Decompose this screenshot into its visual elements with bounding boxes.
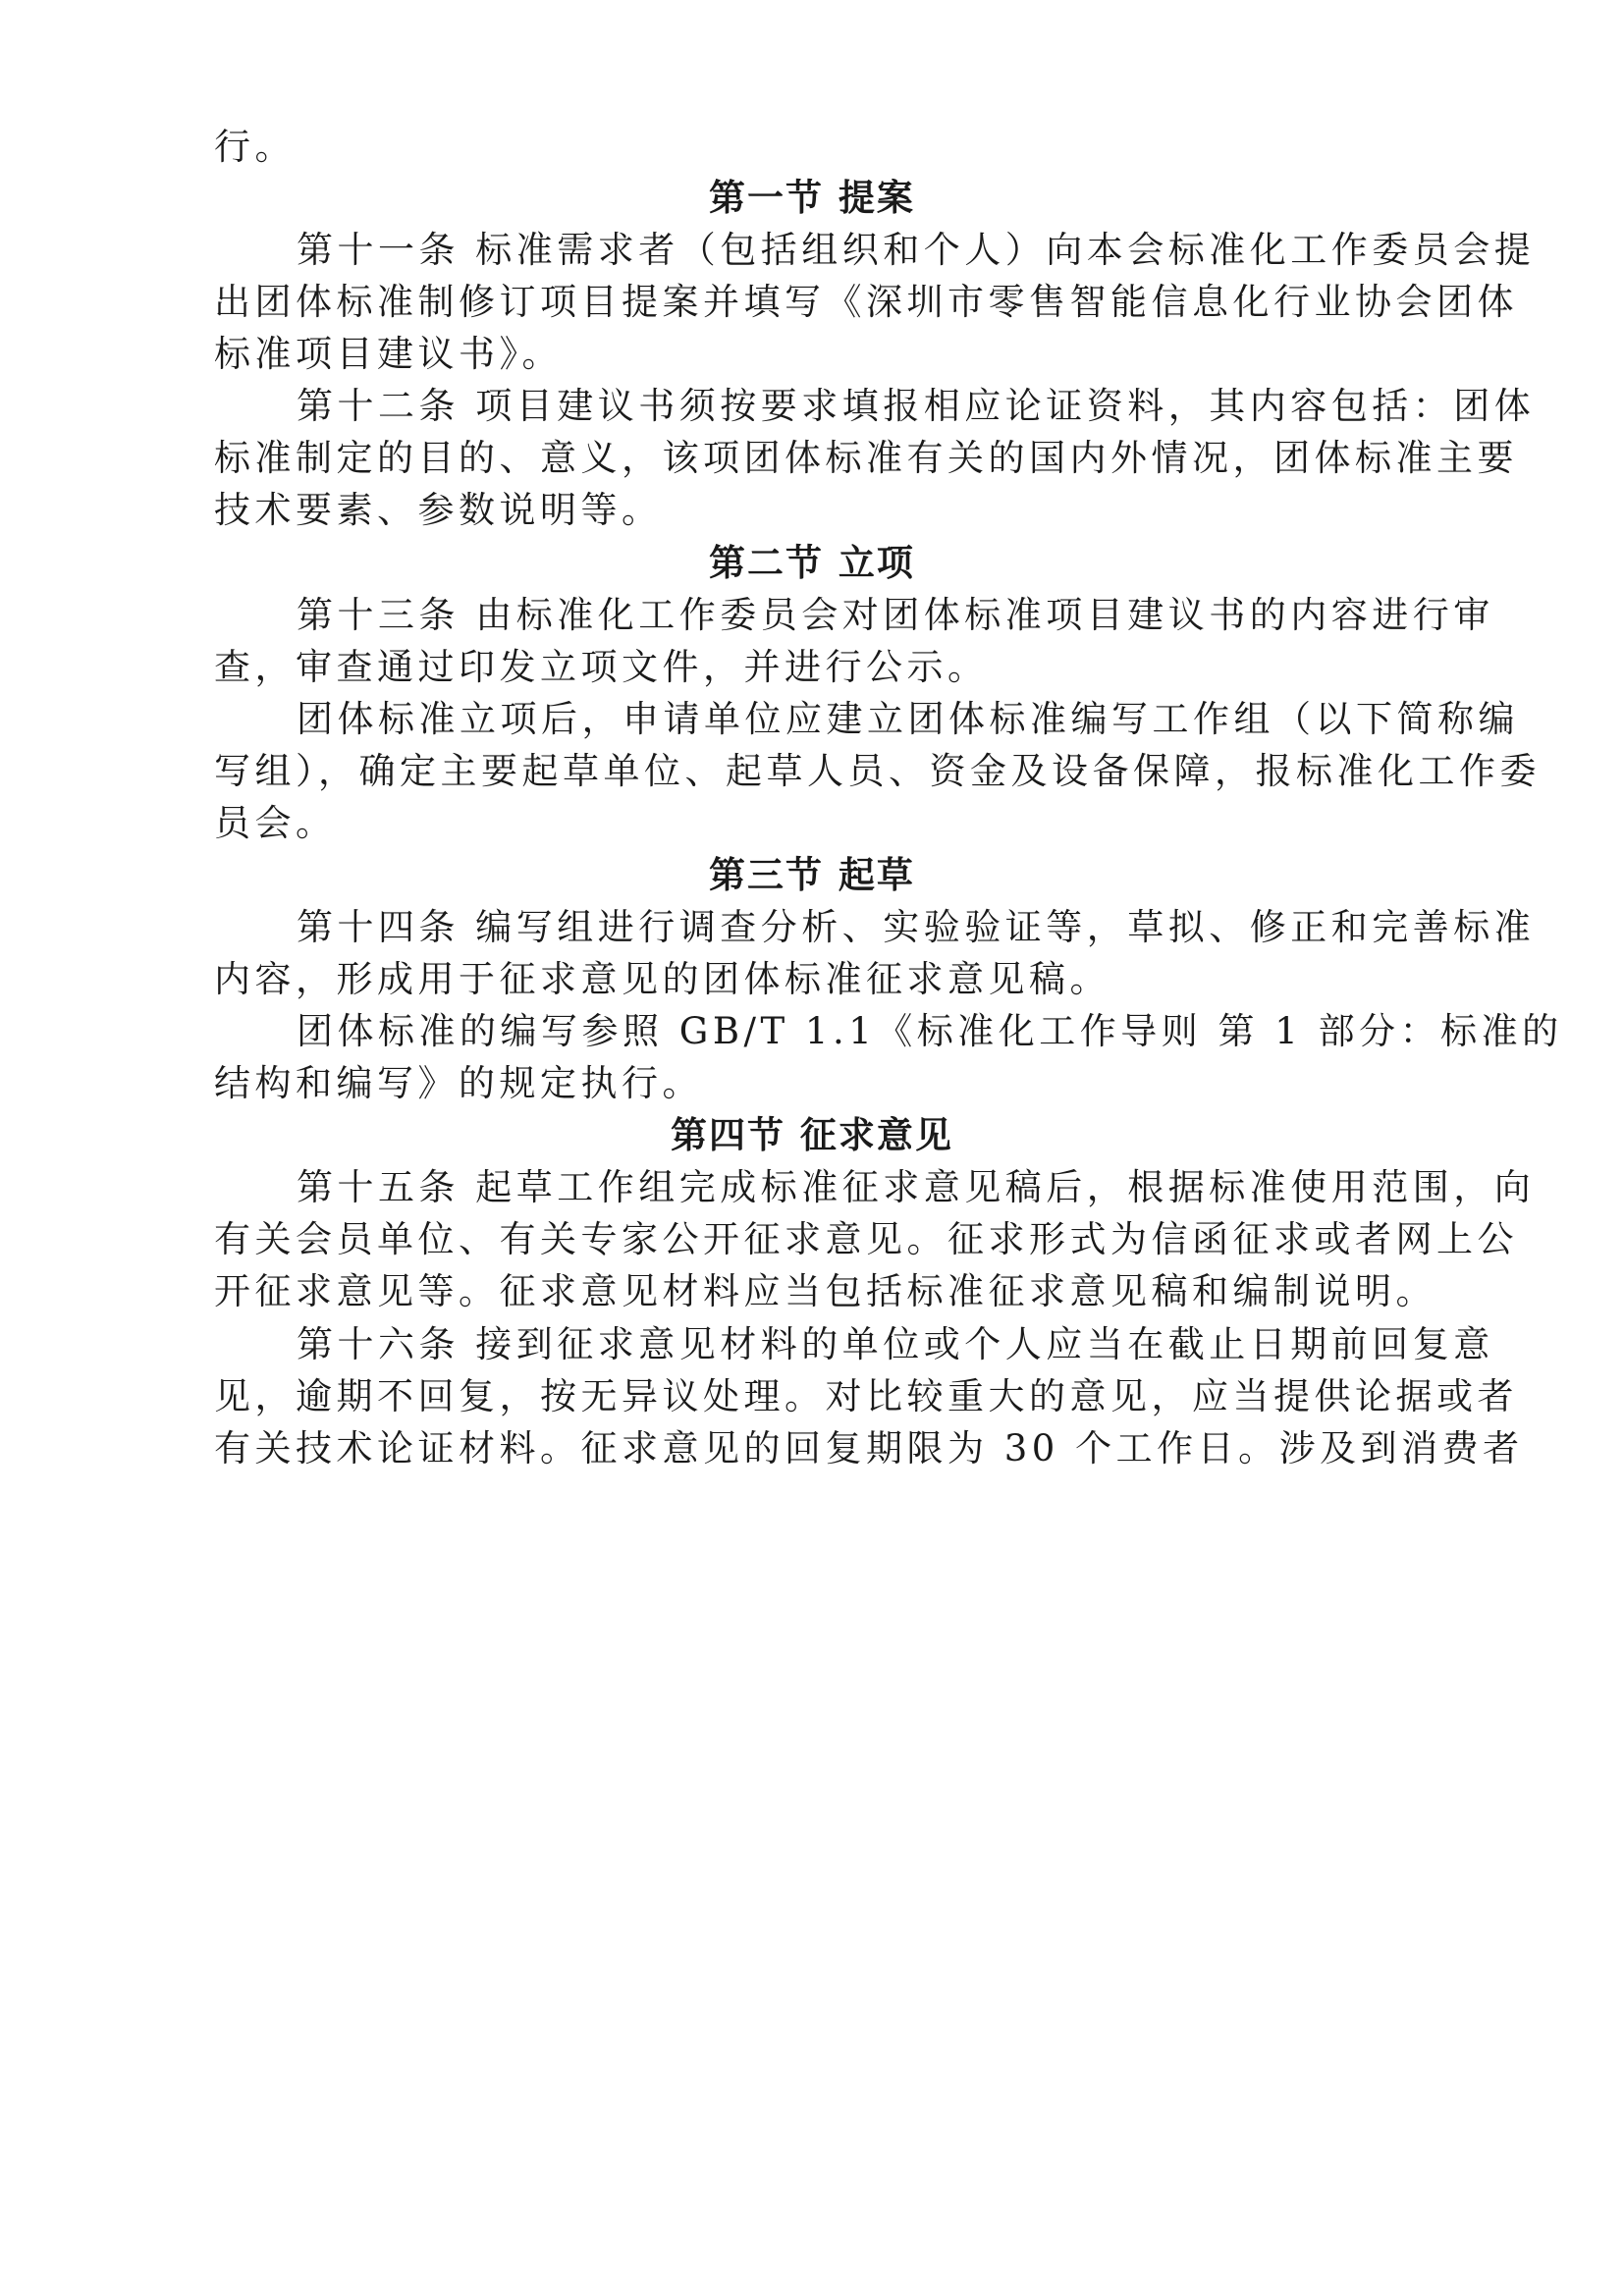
- section-heading-proposal: 第一节 提案: [709, 177, 915, 219]
- paragraph-line: 查，审查通过印发立项文件，并进行公示。: [214, 646, 989, 688]
- paragraph-line: 员会。: [214, 802, 337, 844]
- paragraph-line: 标准制定的目的、意义，该项团体标准有关的国内外情况，团体标准主要: [214, 437, 1518, 479]
- paragraph-line: 第十二条 项目建议书须按要求填报相应论证资料，其内容包括：团体: [297, 385, 1536, 427]
- paragraph-line: 有关会员单位、有关专家公开征求意见。征求形式为信函征求或者网上公: [214, 1218, 1518, 1260]
- paragraph-line: 第十六条 接到征求意见材料的单位或个人应当在截止日期前回复意: [297, 1323, 1494, 1365]
- paragraph-line: 第十三条 由标准化工作委员会对团体标准项目建议书的内容进行审: [297, 594, 1494, 636]
- paragraph-line: 标准项目建议书》。: [214, 333, 563, 375]
- paragraph-line: 行。: [214, 126, 296, 168]
- section-heading-approval: 第二节 立项: [709, 542, 915, 584]
- paragraph-line: 内容，形成用于征求意见的团体标准征求意见稿。: [214, 958, 1110, 1000]
- paragraph-line: 有关技术论证材料。征求意见的回复期限为 30 个工作日。涉及到消费者: [214, 1427, 1524, 1469]
- paragraph-line: 第十四条 编写组进行调查分析、实验验证等，草拟、修正和完善标准: [297, 906, 1536, 948]
- section-heading-drafting: 第三节 起草: [709, 854, 915, 896]
- paragraph-line: 出团体标准制修订项目提案并填写《深圳市零售智能信息化行业协会团体: [214, 281, 1518, 323]
- paragraph-line: 开征求意见等。征求意见材料应当包括标准征求意见稿和编制说明。: [214, 1270, 1436, 1312]
- paragraph-line: 见，逾期不回复，按无异议处理。对比较重大的意见，应当提供论据或者: [214, 1375, 1518, 1417]
- paragraph-line: 结构和编写》的规定执行。: [214, 1062, 703, 1104]
- paragraph-line: 团体标准的编写参照 GB/T 1.1《标准化工作导则 第 1 部分：标准的: [297, 1010, 1563, 1052]
- paragraph-line: 团体标准立项后，申请单位应建立团体标准编写工作组（以下简称编: [297, 698, 1519, 740]
- paragraph-line: 第十一条 标准需求者（包括组织和个人）向本会标准化工作委员会提: [297, 229, 1536, 271]
- section-heading-consultation: 第四节 征求意见: [671, 1114, 953, 1156]
- paragraph-line: 第十五条 起草工作组完成标准征求意见稿后，根据标准使用范围，向: [297, 1166, 1536, 1208]
- paragraph-line: 技术要素、参数说明等。: [214, 489, 663, 531]
- paragraph-line: 写组），确定主要起草单位、起草人员、资金及设备保障，报标准化工作委: [214, 750, 1541, 792]
